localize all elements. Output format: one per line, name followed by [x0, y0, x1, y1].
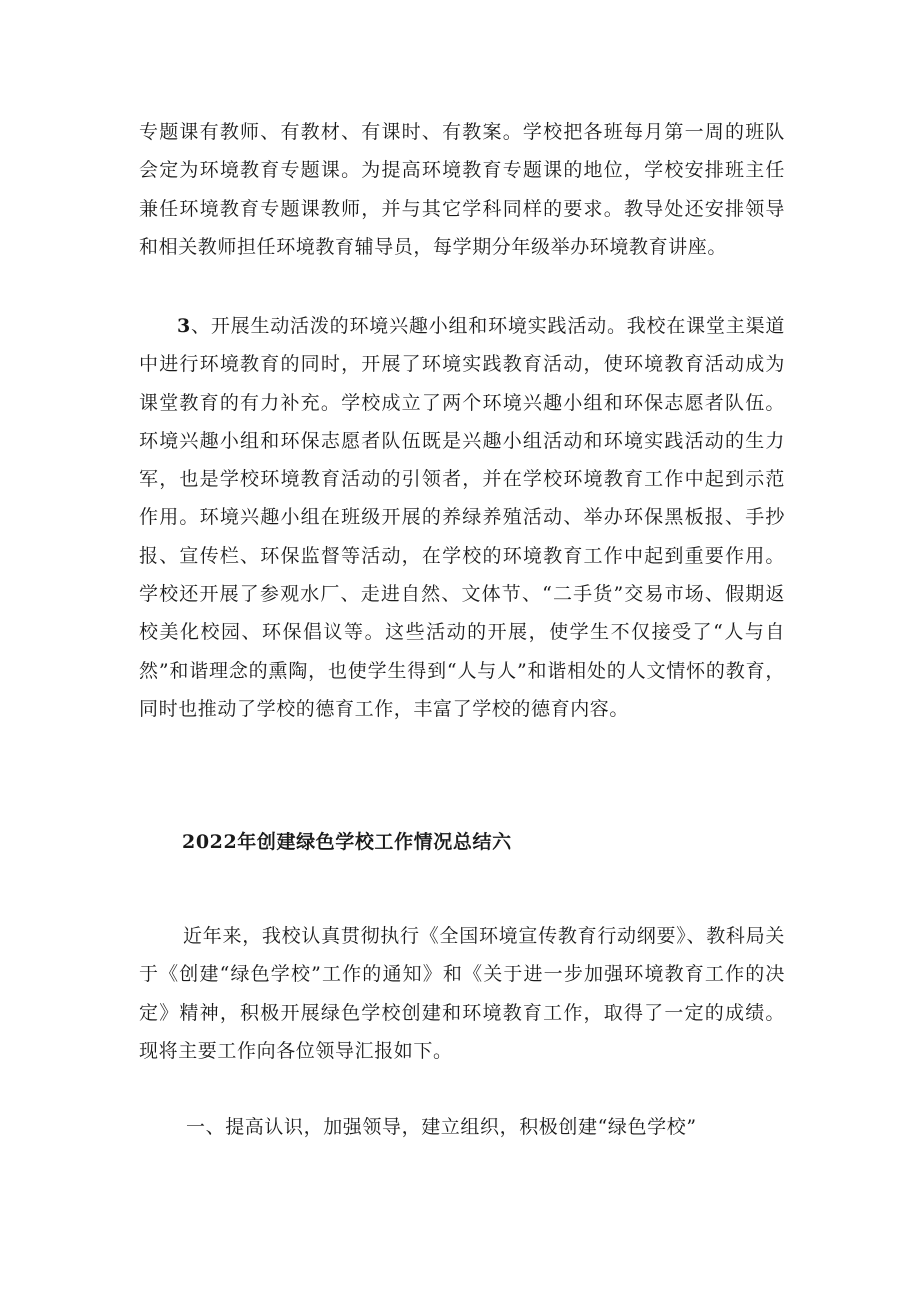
section-title: 2022年创建绿色学校工作情况总结六	[182, 831, 512, 853]
section-heading: 一、提高认识，加强领导，建立组织，积极创建“绿色学校”	[186, 1116, 697, 1138]
body-paragraph	[139, 307, 785, 728]
body-paragraph: 专题课有教师、有教材、有课时、有教案。学校把各班每月第一周的班队会定为环境教育专题课。为提高环境教育专题课的地位，学校安排班主任兼任环境教育专题课教师，并与其它学科同样的要求。教导处还安排领导和相关教师担任环境教育辅导员，每学期分年级举办环境教育讲座。	[139, 121, 785, 258]
paragraph-text: 、开展生动活泼的环境兴趣小组和环境实践活动。我校在课堂主渠道中进行环境教育的同时，开展了环境实践教育活动，使环境教育活动成为课堂教育的有力补充。学校成立了两个环境兴趣小组和环保志愿者队伍。环境兴趣小组和环保志愿者队伍既是兴趣小组活动和环境实践活动的生力军，也是学校环境教育活动的引领者，并在学校环境教育工作中起到示范作用。环境兴趣小组在班级开展的养绿养殖活动、举办环保黑板报、手抄报、宣传栏、环保监督等活动，在学校的环境教育工作中起到重要作用。学校还开展了参观水厂、走进自然、文体节、“二手货”交易市场、假期返校美化校园、环保倡议等。这些活动的开展，使学生不仅接受了“人与自然”和谐理念的熏陶，也使学生得到“人与人”和谐相处的人文情怀的教育，同时也推动了学校的德育工作，丰富了学校的德育内容。	[139, 315, 785, 720]
list-number: 3	[177, 315, 191, 337]
body-paragraph: 近年来，我校认真贯彻执行《全国环境宣传教育行动纲要》、教科局关于《创建“绿色学校”工作的通知》和《关于进一步加强环境教育工作的决定》精神，积极开展绿色学校创建和环境教育工作，取得了一定的成绩。现将主要工作向各位领导汇报如下。	[139, 925, 785, 1062]
